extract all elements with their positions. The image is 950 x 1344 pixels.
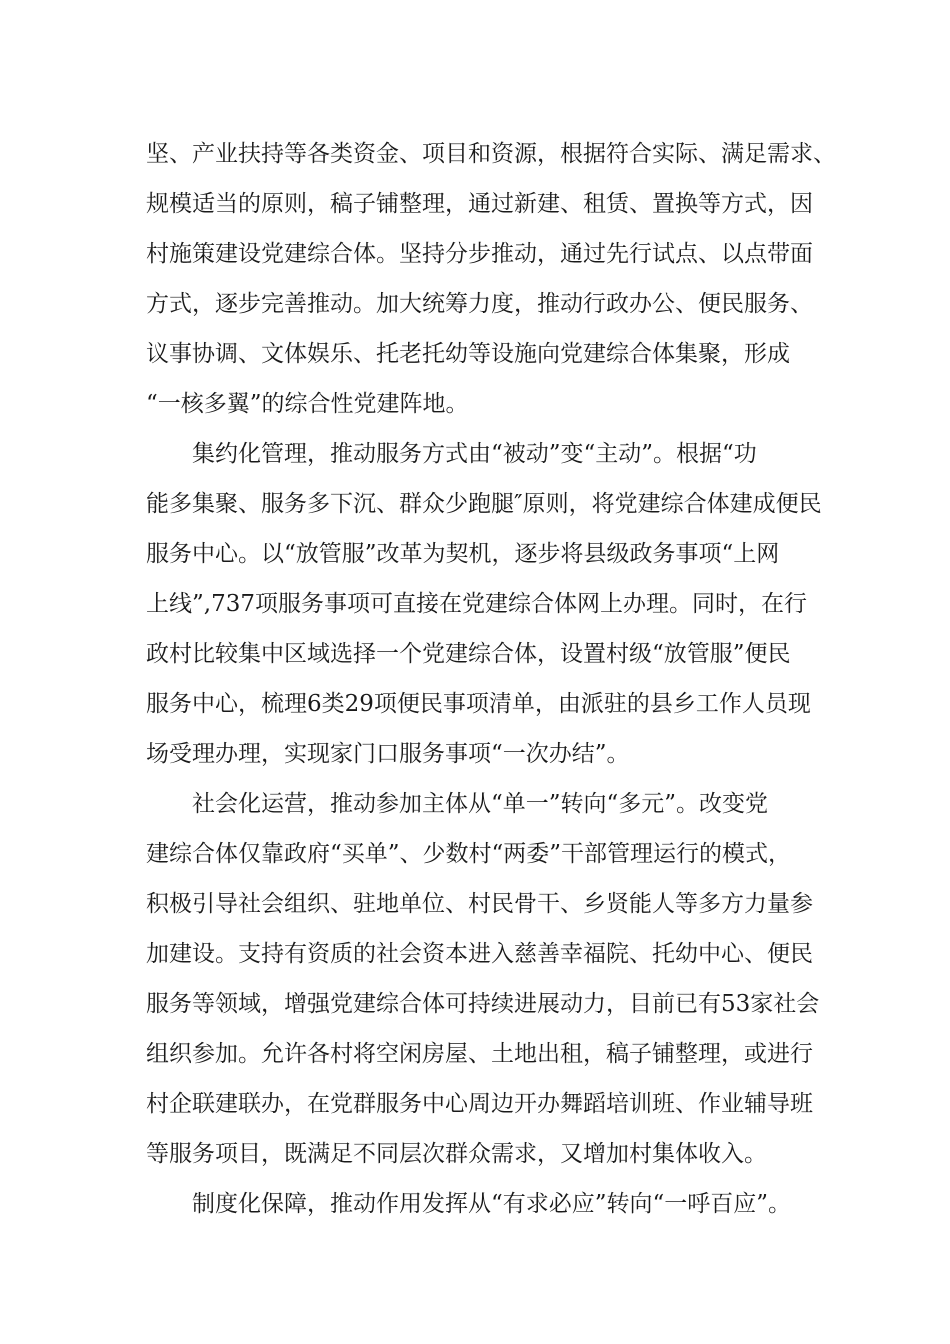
text-line: 加建设。支持有资质的社会资本进入慈善幸福院、托幼中心、便民 (146, 941, 813, 967)
text-line: 能多集聚、服务多下沉、群众少跑腿″原则，将党建综合体建成便民 (146, 491, 822, 517)
text-line: 规模适当的原则，稿子铺整理，通过新建、租赁、置换等方式，因 (146, 191, 813, 217)
text-line: 积极引导社会组织、驻地单位、村民骨干、乡贤能人等多方力量参 (146, 891, 813, 917)
text-line: 政村比较集中区域选择一个党建综合体，设置村级“放管服”便民 (146, 641, 791, 667)
text-line: 上线”,737项服务事项可直接在党建综合体网上办理。同时，在行 (146, 591, 807, 617)
text-line: 场受理办理，实现家门口服务事项“一次办结”。 (146, 741, 630, 767)
text-line: 坚、产业扶持等各类资金、项目和资源，根据符合实际、满足需求、 (146, 141, 836, 167)
body-text (146, 129, 836, 1229)
paragraph-first-line: 集约化管理，推动服务方式由“被动”变“主动”。根据“功 (192, 441, 757, 467)
text-line: 议事协调、文体娱乐、托老托幼等设施向党建综合体集聚，形成 (146, 341, 790, 367)
text-line: “一核多翼”的综合性党建阵地。 (146, 391, 469, 417)
text-line: 村施策建设党建综合体。坚持分步推动，通过先行试点、以点带面 (146, 241, 813, 267)
text-line: 方式，逐步完善推动。加大统筹力度，推动行政办公、便民服务、 (146, 291, 813, 317)
text-line: 等服务项目，既满足不同层次群众需求，又增加村集体收入。 (146, 1141, 767, 1167)
text-line: 村企联建联办，在党群服务中心周边开办舞蹈培训班、作业辅导班 (146, 1091, 813, 1117)
paragraph-first-line: 制度化保障，推动作用发挥从“有求必应”转向“一呼百应”。 (192, 1191, 792, 1217)
text-line: 服务中心。以“放管服”改革为契机，逐步将县级政务事项“上网 (146, 541, 780, 567)
paragraph-first-line: 社会化运营，推动参加主体从“单一”转向“多元”。改变党 (192, 791, 769, 817)
text-line: 组织参加。允许各村将空闲房屋、土地出租，稿子铺整理，或进行 (146, 1041, 813, 1067)
text-line: 服务中心，梳理6类29项便民事项清单，由派驻的县乡工作人员现 (146, 691, 811, 717)
text-line: 服务等领域，增强党建综合体可持续进展动力，目前已有53家社会 (146, 991, 820, 1017)
text-line: 建综合体仅靠政府“买单”、少数村“两委”干部管理运行的模式， (146, 841, 792, 867)
